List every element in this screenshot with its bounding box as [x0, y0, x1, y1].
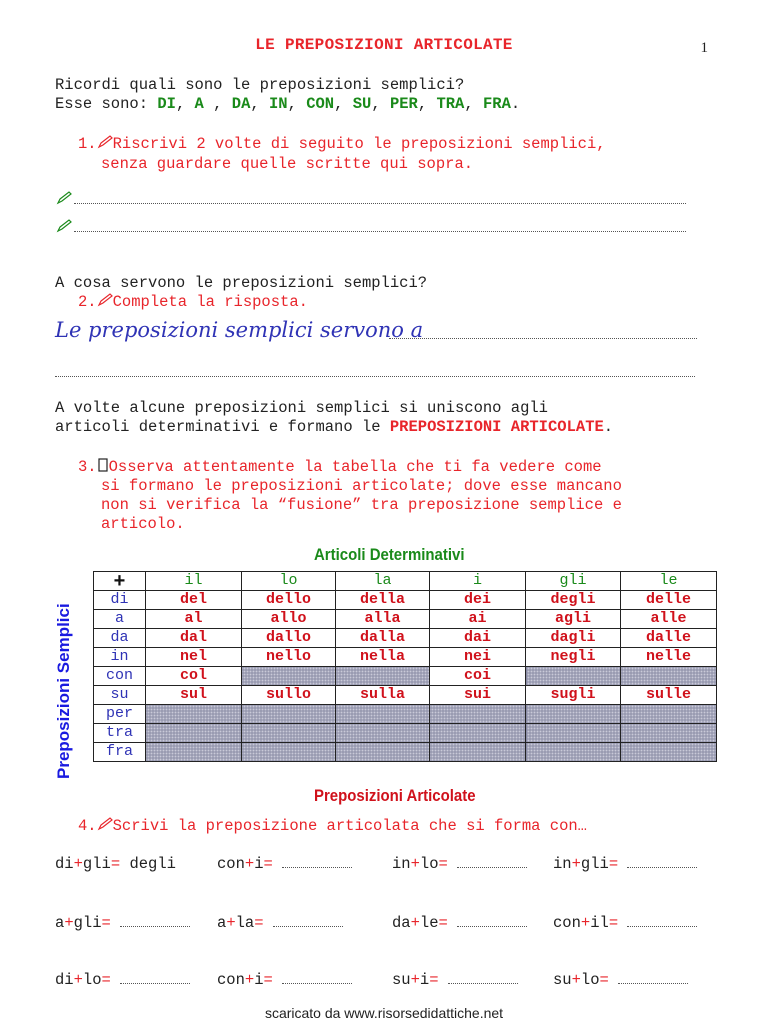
paragraph-line1: A volte alcune preposizioni semplici si uniscono agli: [55, 399, 548, 417]
item-prep: a: [217, 914, 227, 932]
empty-cell: [430, 705, 526, 724]
prep-header-fra: fra: [94, 743, 146, 762]
item-prep: a: [55, 914, 65, 932]
prep-item: IN: [268, 95, 288, 113]
table-row: [94, 667, 717, 686]
item-prep: con: [553, 914, 581, 932]
articulated-cell: dal: [146, 629, 242, 648]
table-row: [94, 705, 717, 724]
exercise-4-number: 4.: [78, 817, 97, 835]
exercise-4-item: a+la=: [217, 914, 343, 932]
articulated-cell: sui: [430, 686, 526, 705]
articulated-cell: dagli: [526, 629, 621, 648]
item-prep: di: [55, 855, 74, 873]
item-article: i: [254, 855, 264, 873]
item-article: gli: [73, 914, 102, 932]
table-header-row: [94, 572, 717, 591]
item-answer-blank[interactable]: [457, 855, 527, 868]
empty-cell: [621, 705, 717, 724]
item-answer-blank[interactable]: [457, 914, 527, 927]
articulated-cell: agli: [526, 610, 621, 629]
exercise-1-line2: senza guardare quelle scritte qui sopra.: [101, 155, 474, 173]
pencil-icon: [97, 817, 113, 831]
empty-cell: [430, 724, 526, 743]
pencil-icon: [97, 135, 113, 149]
page-title: LE PREPOSIZIONI ARTICOLATE: [255, 36, 513, 54]
exercise-2-text: Completa la risposta.: [112, 293, 308, 311]
articulated-cell: dai: [430, 629, 526, 648]
paragraph-line2-text: articoli determinativi e formano le: [55, 418, 390, 436]
item-article: gli: [580, 855, 609, 873]
table-row: [94, 743, 717, 762]
exercise-4-instruction: [78, 817, 587, 835]
articulated-cell: dallo: [242, 629, 336, 648]
eye-icon: [97, 458, 109, 472]
empty-cell: [146, 705, 242, 724]
empty-cell: [526, 705, 621, 724]
intro-prefix: Esse sono:: [55, 95, 158, 113]
item-answer-blank[interactable]: [120, 914, 190, 927]
item-answer-blank[interactable]: [618, 971, 688, 984]
prep-header-con: con: [94, 667, 146, 686]
prep-header-tra: tra: [94, 724, 146, 743]
articulated-cell: nel: [146, 648, 242, 667]
articulated-cell: sulle: [621, 686, 717, 705]
table-row: [94, 610, 717, 629]
prep-header-su: su: [94, 686, 146, 705]
table-side-label: Preposizioni Semplici: [54, 603, 73, 779]
exercise-4-item: di+lo=: [55, 971, 190, 989]
item-answer-blank[interactable]: [627, 914, 697, 927]
articulated-cell: sugli: [526, 686, 621, 705]
item-prep: di: [55, 971, 74, 989]
exercise-1-line1: Riscrivi 2 volte di seguito le preposizioni semplici,: [112, 135, 606, 153]
empty-cell: [336, 667, 430, 686]
paragraph-keyword: PREPOSIZIONI ARTICOLATE: [389, 418, 604, 436]
articulated-cell: nelle: [621, 648, 717, 667]
empty-cell: [526, 743, 621, 762]
articulated-cell: alla: [336, 610, 430, 629]
exercise-4-text: Scrivi la preposizione articolata che si forma con…: [112, 817, 587, 835]
exercise-4-item: su+i=: [392, 971, 518, 989]
table-row: [94, 629, 717, 648]
empty-cell: [430, 743, 526, 762]
item-article: lo: [82, 971, 102, 989]
answer-line-1[interactable]: [74, 203, 686, 204]
article-header-gli: gli: [526, 572, 621, 591]
articulated-cell: nello: [242, 648, 336, 667]
prep-header-da: da: [94, 629, 146, 648]
article-header-il: il: [146, 572, 242, 591]
exercise-4-item: da+le=: [392, 914, 527, 932]
empty-cell: [526, 667, 621, 686]
exercise-4-item: in+gli=: [553, 855, 697, 873]
exercise-4-item: in+lo=: [392, 855, 527, 873]
item-answer-blank[interactable]: [448, 971, 518, 984]
table-top-label: Articoli Determinativi: [314, 545, 465, 564]
empty-cell: [526, 724, 621, 743]
table-bottom-label: Preposizioni Articolate: [314, 786, 476, 805]
articulated-cell: dello: [242, 591, 336, 610]
page-number: 1: [700, 40, 708, 56]
item-article: la: [235, 914, 255, 932]
prep-item: DA: [231, 95, 251, 113]
empty-cell: [336, 724, 430, 743]
item-prep: con: [217, 855, 245, 873]
exercise-4-item: a+gli=: [55, 914, 190, 932]
paragraph-line2: [55, 418, 613, 436]
articulated-cell: nei: [430, 648, 526, 667]
empty-cell: [242, 743, 336, 762]
articulated-cell: allo: [242, 610, 336, 629]
exercise-4-item: con+i=: [217, 971, 352, 989]
article-header-la: la: [336, 572, 430, 591]
articulated-cell: coi: [430, 667, 526, 686]
item-article: gli: [82, 855, 111, 873]
item-article: il: [590, 914, 609, 932]
prep-item: A: [194, 95, 204, 113]
intro-question: Ricordi quali sono le preposizioni semplici?: [55, 76, 465, 94]
item-article: lo: [419, 855, 439, 873]
table-row: [94, 591, 717, 610]
articulated-cell: sul: [146, 686, 242, 705]
article-header-le: le: [621, 572, 717, 591]
prep-item: SU: [352, 95, 372, 113]
prep-header-per: per: [94, 705, 146, 724]
answer-prompt: Le preposizioni semplici servono a: [55, 318, 424, 342]
item-article: i: [419, 971, 430, 989]
articulated-cell: ai: [430, 610, 526, 629]
answer-line-4[interactable]: [55, 376, 695, 377]
article-header-i: i: [430, 572, 526, 591]
exercise-4-item: con+i=: [217, 855, 352, 873]
prepositions-table: [93, 571, 717, 762]
pencil-icon: [55, 191, 73, 205]
empty-cell: [242, 667, 336, 686]
exercise-3-line1: Osserva attentamente la tabella che ti fa vedere come: [108, 458, 602, 476]
pencil-icon: [97, 293, 113, 307]
item-answer-blank[interactable]: [282, 971, 352, 984]
empty-cell: [621, 667, 717, 686]
articulated-cell: dei: [430, 591, 526, 610]
prep-item: FRA: [482, 95, 511, 113]
item-answer-blank[interactable]: [273, 914, 343, 927]
articulated-cell: dalle: [621, 629, 717, 648]
table-row: [94, 686, 717, 705]
articulated-cell: del: [146, 591, 242, 610]
empty-cell: [242, 705, 336, 724]
exercise-1-number: 1.: [78, 135, 97, 153]
exercise-4-item: di+gli= degli: [55, 855, 176, 873]
prep-item: PER: [389, 95, 418, 113]
empty-cell: [621, 724, 717, 743]
empty-cell: [146, 743, 242, 762]
pencil-icon: [55, 219, 73, 233]
exercise-2-instruction: [78, 293, 308, 311]
item-prep: su: [392, 971, 411, 989]
article-header-lo: lo: [242, 572, 336, 591]
prep-item: CON: [306, 95, 335, 113]
articulated-cell: sulla: [336, 686, 430, 705]
empty-cell: [621, 743, 717, 762]
answer-line-3[interactable]: [389, 338, 697, 339]
empty-cell: [242, 724, 336, 743]
articulated-cell: negli: [526, 648, 621, 667]
prep-item: DI: [157, 95, 176, 113]
articulated-cell: dalla: [336, 629, 430, 648]
item-article: le: [419, 914, 439, 932]
empty-cell: [146, 724, 242, 743]
articulated-cell: col: [146, 667, 242, 686]
table-row: [94, 724, 717, 743]
exercise-4-item: con+il=: [553, 914, 697, 932]
item-answer-blank[interactable]: [627, 855, 697, 868]
item-answer-blank[interactable]: [120, 971, 190, 984]
prep-header-in: in: [94, 648, 146, 667]
item-answer: degli: [129, 855, 176, 873]
exercise-3-line2: si formano le preposizioni articolate; dove esse mancano: [101, 477, 622, 495]
exercise-4-item: su+lo=: [553, 971, 688, 989]
item-answer-blank[interactable]: [282, 855, 352, 868]
item-prep: in: [392, 855, 411, 873]
paragraph-period: .: [603, 418, 614, 436]
exercise-3-line3: non si verifica la “fusione” tra preposizione semplice e: [101, 496, 622, 514]
exercise-3-line4: articolo.: [101, 515, 185, 533]
table-corner: +: [94, 572, 146, 591]
item-prep: in: [553, 855, 572, 873]
item-prep: su: [553, 971, 572, 989]
question-2: A cosa servono le preposizioni semplici?: [55, 274, 428, 292]
answer-line-2[interactable]: [74, 231, 686, 232]
empty-cell: [336, 743, 430, 762]
intro-prep-list: Esse sono: DI, A , DA, IN, CON, SU, PER, TRA, FRA.: [55, 95, 521, 113]
prep-header-a: a: [94, 610, 146, 629]
articulated-cell: degli: [526, 591, 621, 610]
footer: scaricato da www.risorsedidattiche.net: [264, 1005, 504, 1021]
articulated-cell: sullo: [242, 686, 336, 705]
articulated-cell: al: [146, 610, 242, 629]
prep-item: TRA: [436, 95, 465, 113]
item-article: lo: [580, 971, 600, 989]
articulated-cell: nella: [336, 648, 430, 667]
item-prep: con: [217, 971, 245, 989]
exercise-3-number: 3.: [78, 458, 97, 476]
exercise-2-number: 2.: [78, 293, 97, 311]
prep-list: DI, A , DA, IN, CON, SU, PER, TRA, FRA: [157, 95, 511, 113]
articulated-cell: alle: [621, 610, 717, 629]
item-article: i: [254, 971, 264, 989]
prep-header-di: di: [94, 591, 146, 610]
articulated-cell: della: [336, 591, 430, 610]
item-prep: da: [392, 914, 411, 932]
exercise-1-instruction: [78, 135, 606, 153]
table-row: [94, 648, 717, 667]
empty-cell: [336, 705, 430, 724]
articulated-cell: delle: [621, 591, 717, 610]
exercise-3-instruction: [78, 458, 602, 476]
